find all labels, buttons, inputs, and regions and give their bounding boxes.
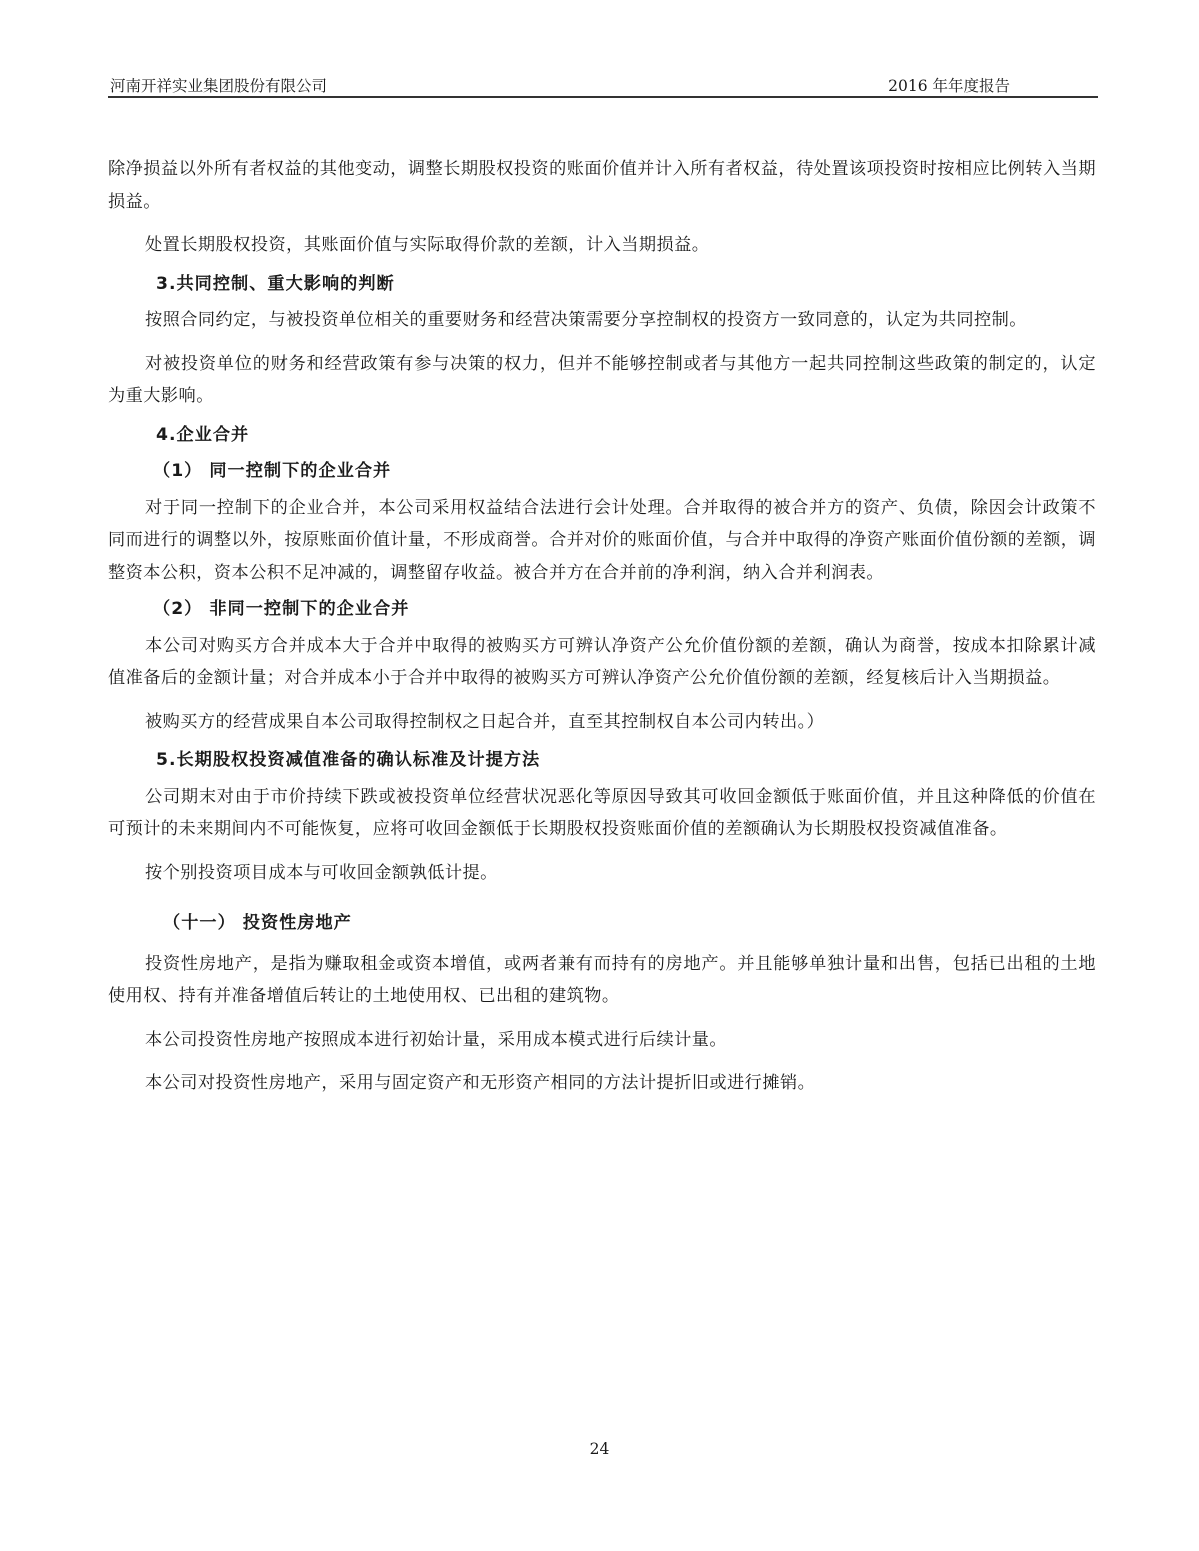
paragraph-equity-changes: 除净损益以外所有者权益的其他变动，调整长期股权投资的账面价值并计入所有者权益，待处置该项投资时按相应比例转入当期损益。 [108,159,1096,212]
heading-common-control-combination: （1） 同一控制下的企业合并 [153,461,392,481]
document-body [108,153,1096,1100]
paragraph-significant-influence: 对被投资单位的财务和经营政策有参与决策的权力，但并不能够控制或者与其他方一起共同控制这些政策的制定的，认定为重大影响。 [108,353,1096,406]
heading-impairment: 5.长期股权投资减值准备的确认标准及计提方法 [156,750,541,770]
paragraph-investment-property-definition: 投资性房地产，是指为赚取租金或资本增值，或两者兼有而持有的房地产。并且能够单独计量和出售，包括已出租的土地使用权、持有并准备增值后转让的土地使用权、已出租的建筑物。 [108,953,1096,1006]
paragraph-goodwill: 本公司对购买方合并成本大于合并中取得的被购买方可辨认净资产公允价值份额的差额，确认为商誉，按成本扣除累计减值准备后的金额计量；对合并成本小于合并中取得的被购买方可辨认净资产公允价值份额的差额，经复核后计入当期损益。 [108,635,1096,688]
paragraph-impairment-recognition: 公司期末对由于市价持续下跌或被投资单位经营状况恶化等原因导致其可收回金额低于账面价值，并且这种降低的价值在可预计的未来期间内不可能恢复，应将可收回金额低于长期股权投资账面价值的差额确认为长期股权投资减值准备。 [108,786,1096,839]
paragraph-consolidation-period: 被购买方的经营成果自本公司取得控制权之日起合并，直至其控制权自本公司内转出。） [145,711,825,732]
header-divider [108,96,1098,98]
heading-investment-property: （十一） 投资性房地产 [163,913,352,933]
paragraph-disposal: 处置长期股权投资，其账面价值与实际取得价款的差额，计入当期损益。 [145,235,710,255]
paragraph-joint-control: 按照合同约定，与被投资单位相关的重要财务和经营决策需要分享控制权的投资方一致同意的，认定为共同控制。 [145,310,1027,330]
page-number: 24 [589,1440,610,1458]
heading-non-common-control-combination: （2） 非同一控制下的企业合并 [153,599,410,619]
header-report-title: 2016 年年度报告 [888,77,1010,95]
paragraph-common-control-combination: 对于同一控制下的企业合并，本公司采用权益结合法进行会计处理。合并取得的被合并方的资产、负债，除因会计政策不同而进行的调整以外，按原账面价值计量，不形成商誉。合并对价的账面价值，与合并中取得的净资产账面价值份额的差额，调整资本公积，资本公积不足冲减的，调整留存收益。被合并方在合并前的净利润，纳入合并利润表。 [108,497,1096,583]
header-company-name: 河南开祥实业集团股份有限公司 [110,77,328,95]
page-header [108,72,1098,98]
heading-business-combination: 4.企业合并 [156,424,250,445]
paragraph-initial-measurement: 本公司投资性房地产按照成本进行初始计量，采用成本模式进行后续计量。 [145,1029,728,1050]
heading-joint-control: 3.共同控制、重大影响的判断 [156,273,395,294]
paragraph-depreciation: 本公司对投资性房地产，采用与固定资产和无形资产相同的方法计提折旧或进行摊销。 [145,1073,816,1093]
paragraph-impairment-provision: 按个别投资项目成本与可收回金额孰低计提。 [145,862,498,883]
